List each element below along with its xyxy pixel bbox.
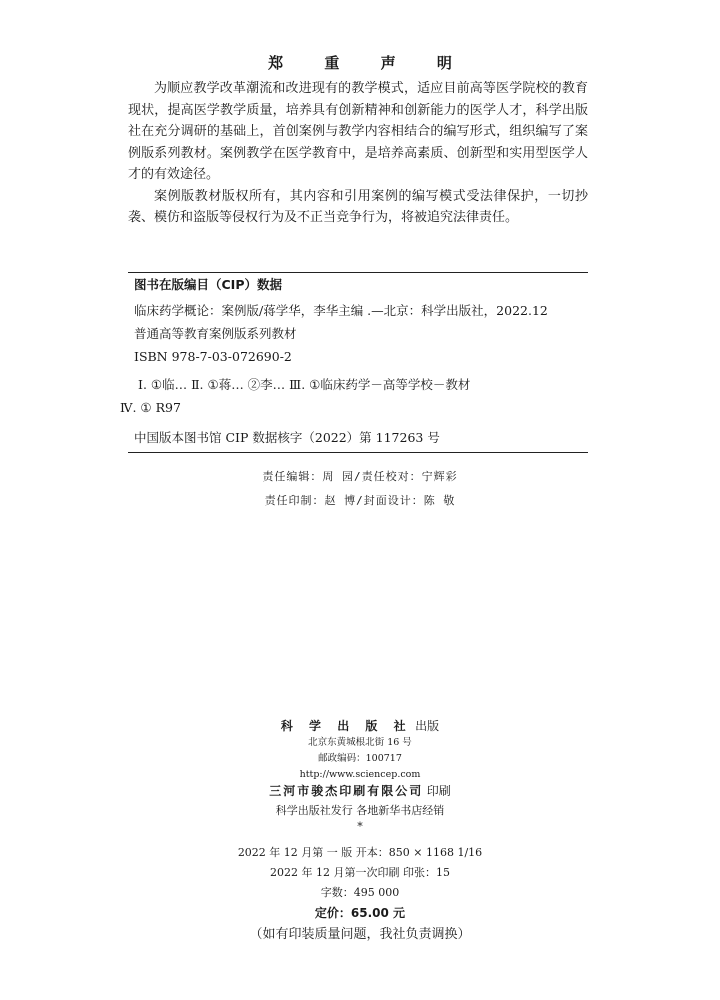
imprint-block bbox=[0, 718, 720, 945]
staff-line-2: 责任印制：赵 博/封面设计：陈 敬 bbox=[264, 494, 456, 507]
publisher-url: http://www.sciencep.com bbox=[299, 769, 421, 780]
cip-heading: 图书在版编目（CIP）数据 bbox=[134, 277, 282, 292]
cip-isbn: ISBN 978-7-03-072690-2 bbox=[134, 349, 292, 364]
edition-line: 2022 年 12 月第 一 版 开本：850 × 1168 1/16 bbox=[237, 846, 483, 859]
imprint-separator: * bbox=[357, 820, 363, 833]
publisher-suffix: 出版 bbox=[415, 719, 440, 733]
publisher-line bbox=[0, 718, 720, 735]
publisher-postcode: 邮政编码：100717 bbox=[318, 753, 402, 764]
distribution-line: 科学出版社发行 各地新华书店经销 bbox=[275, 804, 445, 817]
printer-name: 三河市骏杰印刷有限公司 bbox=[269, 784, 424, 798]
cip-title-line: 临床药学概论：案例版/蒋学华，李华主编 .—北京：科学出版社，2022.12 bbox=[134, 303, 548, 318]
notice-body bbox=[128, 78, 588, 229]
cip-series: 普通高等教育案例版系列教材 bbox=[134, 326, 297, 341]
printing-line: 2022 年 12 月第一次印刷 印张：15 bbox=[270, 866, 450, 879]
cip-classification-1: Ⅰ. ①临… Ⅱ. ①蒋… ②李… Ⅲ. ①临床药学－高等学校－教材 bbox=[138, 377, 471, 392]
publisher-address: 北京东黄城根北街 16 号 bbox=[308, 737, 412, 748]
return-note: （如有印装质量问题，我社负责调换） bbox=[249, 927, 471, 942]
notice-paragraph-2: 案例版教材版权所有，其内容和引用案例的编写模式受法律保护，一切抄袭、模仿和盗版等侵权行为及不正当竞争行为，将被追究法律责任。 bbox=[128, 188, 588, 225]
word-count: 字数：495 000 bbox=[320, 886, 400, 899]
notice-paragraph-1: 为顺应教学改革潮流和改进现有的教学模式，适应目前高等医学院校的教育现状，提高医学教学质量，培养具有创新精神和创新能力的医学人才，科学出版社在充分调研的基础上，首创案例与教学内容相结合的编写形式，组织编写了案例版系列教材。案例教学在医学教育中，是培养高素质、创新型和实用型医学人才的有效途径。 bbox=[128, 81, 588, 182]
cip-data-block bbox=[120, 272, 588, 453]
staff-line-1: 责任编辑：周 园/责任校对：宁辉彩 bbox=[262, 470, 458, 483]
publisher-name: 科 学 出 版 社 bbox=[280, 719, 412, 733]
printer-line bbox=[0, 783, 720, 800]
printer-suffix: 印刷 bbox=[426, 784, 451, 798]
notice-title: 郑 重 声 明 bbox=[268, 54, 470, 72]
cip-data-number: 中国版本图书馆 CIP 数据核字（2022）第 117263 号 bbox=[134, 430, 440, 445]
price: 定价：65.00 元 bbox=[314, 906, 406, 920]
cip-classification-2: Ⅳ. ① R97 bbox=[120, 400, 181, 415]
